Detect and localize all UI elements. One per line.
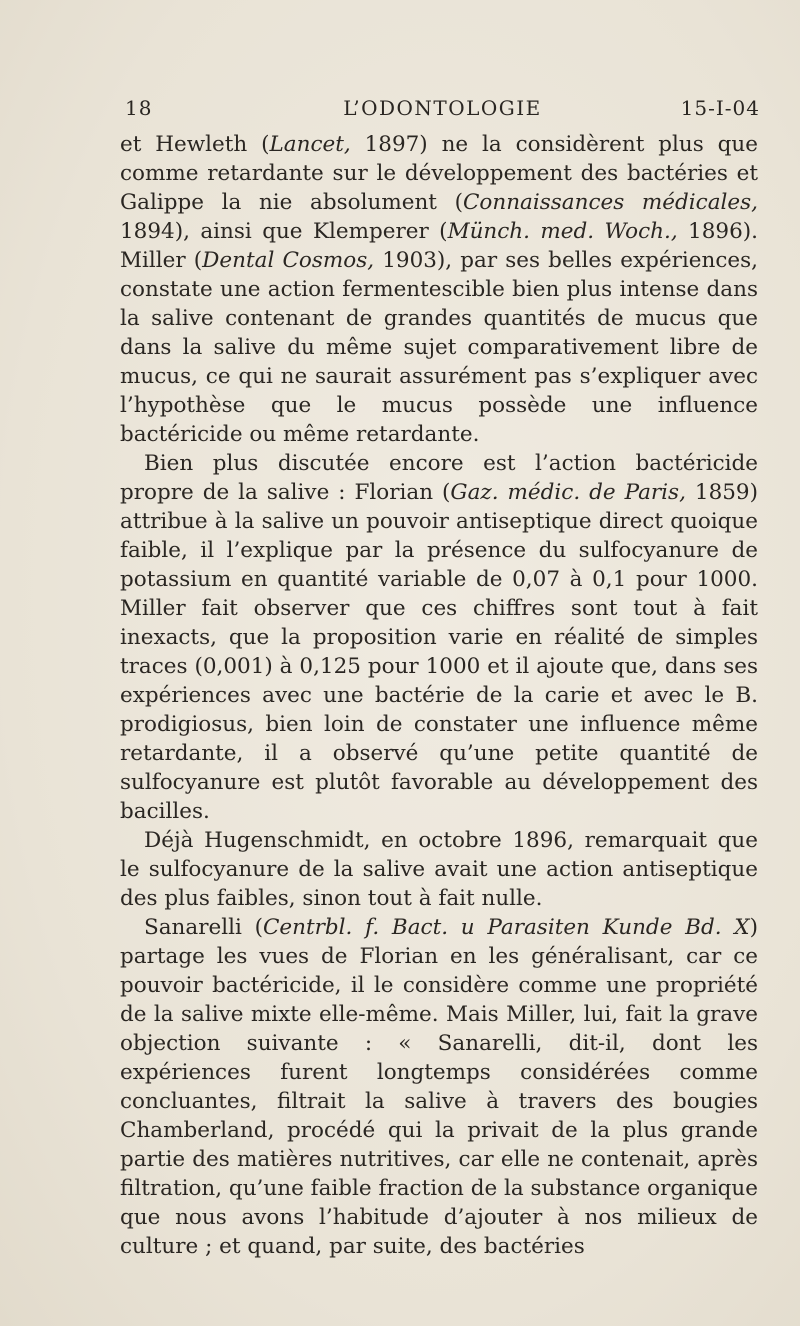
body-text [120, 130, 758, 1261]
text-run: 1894), ainsi que Klemperer ( [120, 219, 448, 244]
citation-italic: Münch. med. Woch., [447, 219, 678, 244]
citation-italic: Lancet, [269, 132, 351, 157]
paragraph [120, 130, 758, 449]
paragraph [120, 449, 758, 826]
text-run: ) partage les vues de Florian en les généralisant, car ce pouvoir bactéricide, il le considère comme une propriété de la salive mixte elle-même. Mais Miller, lui, fait la grave objection suivante : « Sanarelli, dit-il, dont les expériences furent longtemps considérées comme concluantes, filtrait la salive à travers des bougies Chamberland, procédé qui la privait de la plus grande partie des matières nutritives, car elle ne contenait, après filtration, qu’une faible fraction de la substance organique que nous avons l’habitude d’ajouter à nos milieux de culture ; et quand, par suite, des bactéries [120, 915, 758, 1259]
page-number: 18 [125, 96, 153, 120]
text-run: et Hewleth ( [120, 132, 270, 157]
text-run: 1859) attribue à la salive un pouvoir antiseptique direct quoique faible, il l’explique par la présence du sulfocyanure de potassium en quantité variable de 0,07 à 0,1 pour 1000. Miller fait observer que ces chiffres sont tout à fait inexacts, que la proposition varie en réalité de simples traces (0,001) à 0,125 pour 1000 et il ajoute que, dans ses expériences avec une bactérie de la carie et avec le B. prodigiosus, bien loin de constater une influence même retardante, il a observé qu’une petite quantité de sulfocyanure est plutôt favorable au développement des bacilles. [120, 480, 758, 824]
text-run: Sanarelli ( [144, 915, 263, 940]
paragraph [120, 826, 758, 913]
issue-date: 15-I-04 [680, 96, 760, 120]
citation-italic: Gaz. médic. de Paris, [450, 480, 686, 505]
text-run: 1896). Miller ( [120, 219, 758, 273]
text-run: Déjà Hugenschmidt, en octobre 1896, remarquait que le sulfocyanure de la salive avait une action antiseptique des plus faibles, sinon tout à fait nulle. [120, 828, 758, 911]
citation-italic: Connaissances médicales, [462, 190, 758, 215]
citation-italic: Centrbl. f. Bact. u Parasiten Kunde Bd. X [262, 915, 750, 940]
text-run: 1897) ne la considèrent plus que comme retardante sur le développement des bactéries et Galippe la nie absolument ( [120, 132, 758, 215]
paragraph [120, 913, 758, 1261]
citation-italic: Dental Cosmos, [202, 248, 375, 273]
running-title: L’ODONTOLOGIE [343, 96, 542, 120]
text-run: Bien plus discutée encore est l’action bactéricide propre de la salive : Florian ( [120, 451, 758, 505]
running-header [125, 96, 760, 126]
text-run: 1903), par ses belles expériences, constate une action fermentescible bien plus intense dans la salive contenant de grandes quantités de mucus que dans la salive du même sujet comparativement libre de mucus, ce qui ne saurait assurément pas s’expliquer avec l’hypothèse que le mucus possède une influence bactéricide ou même retardante. [120, 248, 758, 447]
